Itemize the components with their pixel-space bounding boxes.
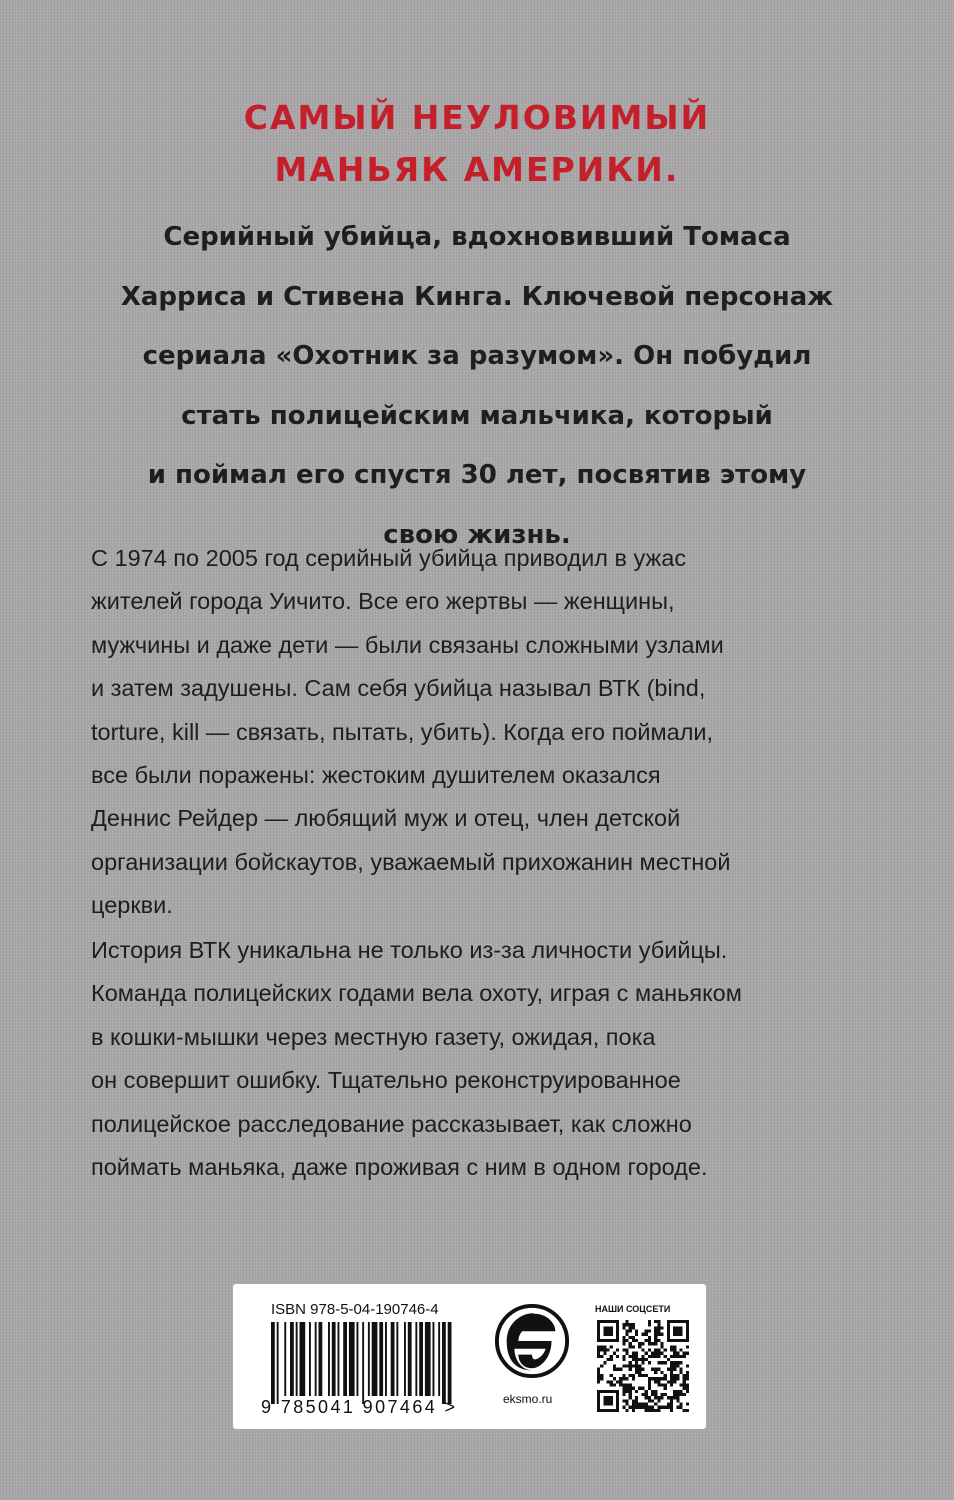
lead-line: Харриса и Стивена Кинга. Ключевой персонаж bbox=[120, 281, 834, 312]
barcode-bar bbox=[425, 1322, 431, 1396]
barcode-bar bbox=[343, 1322, 347, 1396]
body-paragraph-2 bbox=[91, 929, 871, 1189]
body-line: и затем задушены. Сам себя убийца называл ВТК (bind, bbox=[91, 675, 706, 702]
body-line: С 1974 по 2005 год серийный убийца приводил в ужас bbox=[91, 545, 687, 571]
barcode-bar bbox=[332, 1322, 336, 1396]
headline-line: МАНЬЯК АМЕРИКИ. bbox=[274, 150, 680, 189]
barcode-bar bbox=[300, 1322, 306, 1396]
headline bbox=[0, 92, 954, 196]
body-paragraph-1 bbox=[91, 537, 871, 928]
barcode-bar bbox=[419, 1322, 423, 1396]
body-line: мужчины и даже дети — были связаны сложными узлами bbox=[91, 631, 724, 658]
barcode-bar bbox=[271, 1322, 275, 1404]
lead-line: сериала «Охотник за разумом». Он побудил bbox=[142, 341, 812, 371]
barcode-digits: 9 785041 907464 > bbox=[261, 1397, 458, 1417]
body-line: он совершит ошибку. Тщательно реконструированное bbox=[91, 1067, 681, 1094]
lead-paragraph bbox=[0, 208, 954, 565]
barcode-bar bbox=[315, 1322, 317, 1396]
barcode-bar bbox=[309, 1322, 311, 1396]
lead-line: свою жизнь. bbox=[383, 519, 571, 550]
barcode-bar bbox=[448, 1322, 452, 1404]
lead-line: стать полицейским мальчика, который bbox=[181, 400, 773, 431]
isbn-label: ISBN 978-5-04-190746-4 bbox=[271, 1301, 439, 1318]
barcode-bar bbox=[379, 1322, 383, 1396]
body-line: в кошки-мышки через местную газету, ожидая, пока bbox=[91, 1023, 656, 1050]
barcode-bar bbox=[362, 1322, 364, 1404]
lead-line: Серийный убийца, вдохновивший Томаса bbox=[163, 222, 791, 252]
barcode-bar bbox=[396, 1322, 398, 1396]
barcode-bar bbox=[290, 1322, 294, 1396]
barcode-bar bbox=[415, 1322, 417, 1396]
body-line: церкви. bbox=[91, 892, 173, 919]
barcode-bar bbox=[372, 1322, 378, 1396]
eksmo-logo-icon bbox=[493, 1302, 571, 1380]
barcode-bar bbox=[338, 1322, 340, 1396]
body-line: Команда полицейских годами вела охоту, играя с маньяком bbox=[91, 980, 742, 1007]
body-line: История ВТК уникальна не только из-за личности убийцы. bbox=[91, 937, 728, 963]
social-label: НАШИ СОЦСЕТИ bbox=[595, 1304, 671, 1314]
barcode-bar bbox=[438, 1322, 440, 1396]
barcode bbox=[271, 1322, 503, 1404]
barcode-bar bbox=[277, 1322, 279, 1404]
body-line: Деннис Рейдер — любящий муж и отец, член детской bbox=[91, 805, 681, 832]
barcode-bar bbox=[328, 1322, 330, 1396]
barcode-bar bbox=[408, 1322, 412, 1396]
barcode-bar bbox=[391, 1322, 395, 1396]
barcode-panel bbox=[233, 1284, 706, 1429]
barcode-bar bbox=[296, 1322, 298, 1396]
barcode-bar bbox=[284, 1322, 286, 1396]
barcode-bar bbox=[404, 1322, 406, 1396]
body-line: полицейское расследование рассказывает, как сложно bbox=[91, 1110, 692, 1137]
body-line: torture, kill — связать, пытать, убить). Когда его поймали, bbox=[91, 718, 714, 745]
lead-line: и поймал его спустя 30 лет, посвятив этому bbox=[147, 460, 807, 490]
barcode-bar bbox=[385, 1322, 387, 1396]
body-line: жителей города Уичито. Все его жертвы — женщины, bbox=[91, 588, 675, 615]
barcode-bar bbox=[349, 1322, 355, 1396]
qr-code-icon bbox=[597, 1320, 689, 1412]
barcode-bar bbox=[319, 1322, 323, 1396]
body-line: поймать маньяка, даже проживая с ним в одном городе. bbox=[91, 1154, 708, 1181]
body-line: все были поражены: жестоким душителем оказался bbox=[91, 762, 661, 789]
barcode-bar bbox=[357, 1322, 359, 1396]
body-line: организации бойскаутов, уважаемый прихожанин местной bbox=[91, 848, 731, 875]
headline-line: САМЫЙ НЕУЛОВИМЫЙ bbox=[243, 98, 711, 137]
website-label: eksmo.ru bbox=[503, 1392, 553, 1406]
barcode-bar bbox=[433, 1322, 435, 1396]
barcode-bar bbox=[368, 1322, 370, 1396]
barcode-bar bbox=[442, 1322, 446, 1404]
